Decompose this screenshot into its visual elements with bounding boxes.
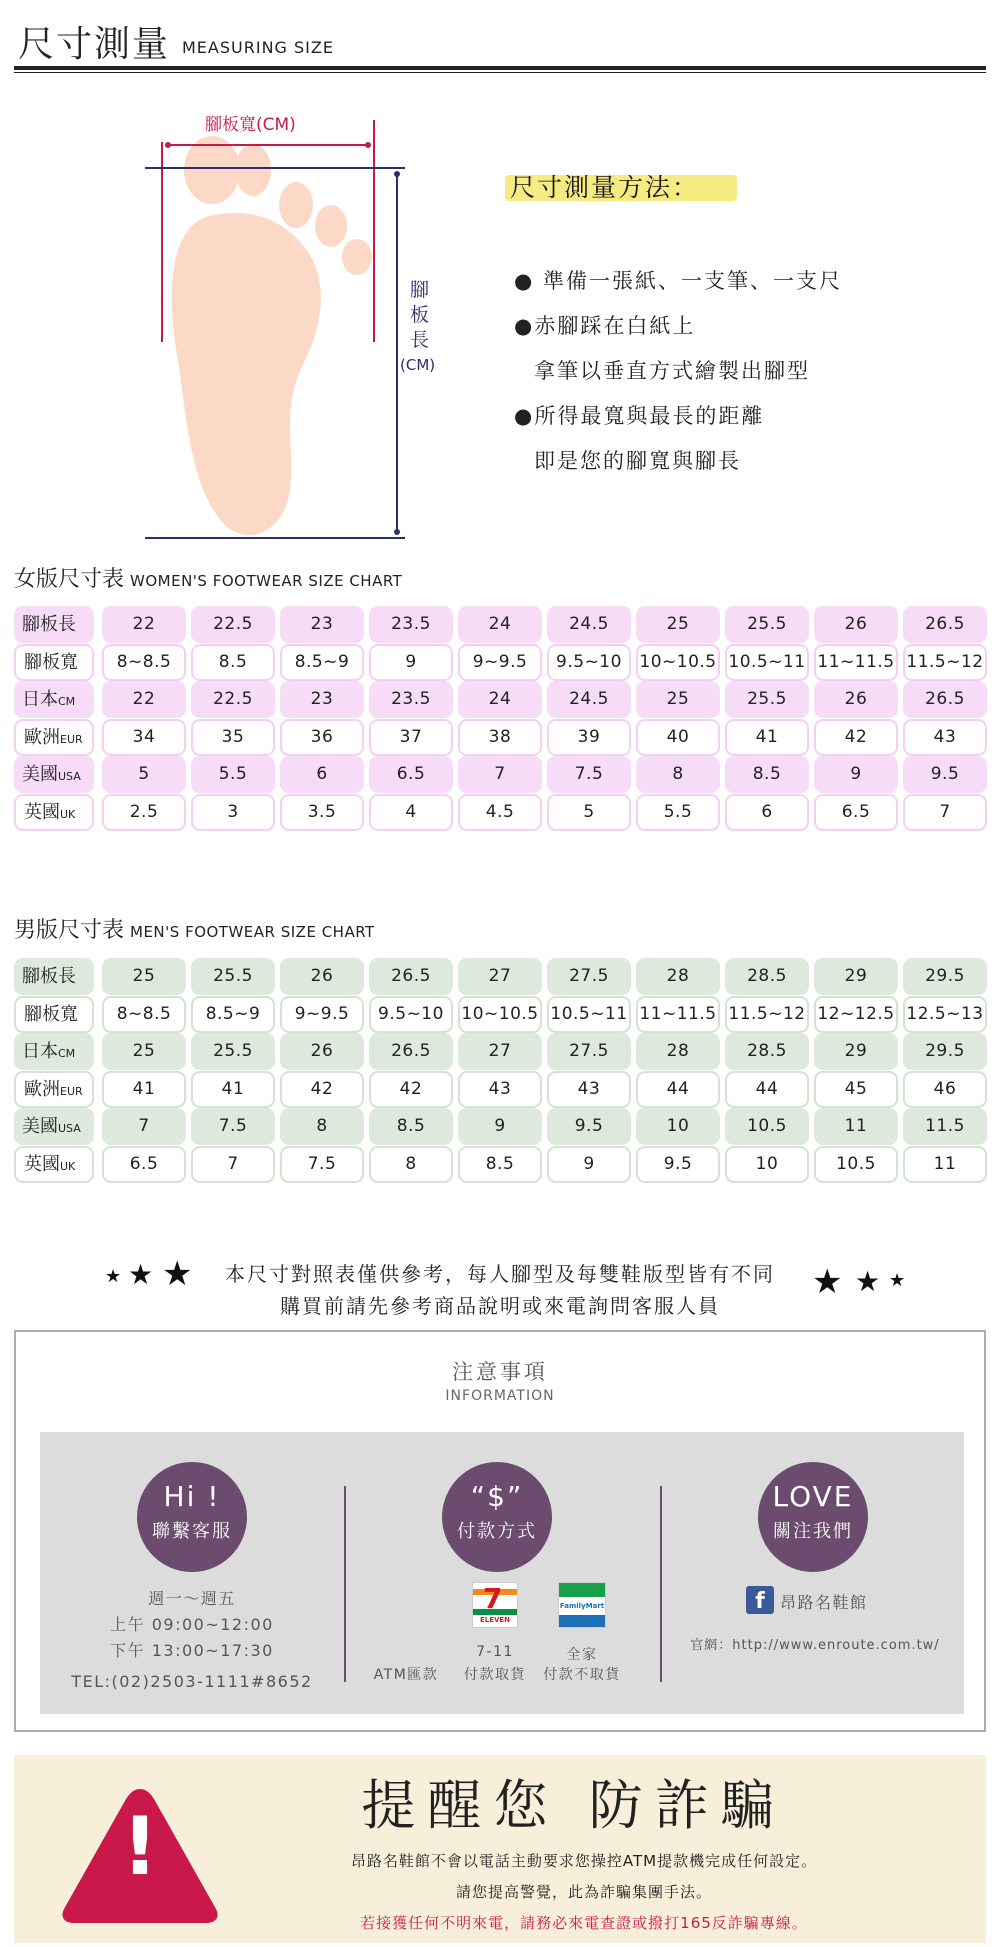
size-cell: 43 — [458, 1071, 542, 1108]
size-cell: 8 — [636, 756, 720, 793]
info-subtitle: INFORMATION — [445, 1388, 555, 1404]
method-step-1: ● 準備一張紙、一支筆、一支尺 — [514, 269, 842, 293]
service-days: 週一～週五 — [148, 1589, 236, 1608]
size-cell: 38 — [458, 719, 542, 756]
size-cell: 7 — [903, 794, 987, 831]
star-icon: ★ — [855, 1265, 881, 1298]
info-panel — [14, 1330, 986, 1732]
size-cell: 23 — [280, 606, 364, 643]
size-cell: 26 — [814, 681, 898, 718]
method-step-2b: 拿筆以垂直方式繪製出腳型 — [534, 359, 810, 383]
row-label: 歐洲EUR — [14, 1071, 94, 1108]
size-cell: 41 — [725, 719, 809, 756]
size-cell: 7.5 — [547, 756, 631, 793]
seven-eleven-name: 7-11 — [476, 1644, 514, 1660]
size-cell: 9~9.5 — [280, 996, 364, 1033]
size-cell: 41 — [191, 1071, 275, 1108]
size-cell: 5 — [102, 756, 186, 793]
size-cell: 22 — [102, 681, 186, 718]
size-cell: 8 — [369, 1146, 453, 1183]
header-rule-thick — [14, 66, 986, 70]
size-cell: 24.5 — [547, 681, 631, 718]
row-label: 腳板長 — [14, 606, 94, 643]
familymart-logo: FamilyMart — [558, 1582, 606, 1628]
width-label: 腳板寬(CM) — [205, 115, 296, 135]
size-cell: 8 — [280, 1108, 364, 1145]
size-cell: 42 — [814, 719, 898, 756]
size-cell: 10.5~11 — [547, 996, 631, 1033]
size-cell: 11~11.5 — [636, 996, 720, 1033]
row-label: 美國USA — [14, 1108, 94, 1145]
method-step-3: ●所得最寬與最長的距離 — [514, 404, 765, 428]
size-cell: 42 — [369, 1071, 453, 1108]
length-label: 腳 板 長 — [410, 279, 430, 351]
row-label: 腳板長 — [14, 958, 94, 995]
facebook-icon[interactable]: f — [746, 1586, 774, 1614]
size-cell: 11.5~12 — [903, 644, 987, 681]
size-cell: 35 — [191, 719, 275, 756]
size-cell: 44 — [725, 1071, 809, 1108]
size-cell: 10.5 — [814, 1146, 898, 1183]
size-cell: 11.5 — [903, 1108, 987, 1145]
facebook-page-name[interactable]: 昂路名鞋館 — [780, 1593, 868, 1612]
size-cell: 39 — [547, 719, 631, 756]
size-cell: 29.5 — [903, 1033, 987, 1070]
service-badge: Hi ! 聯繫客服 — [137, 1462, 247, 1572]
row-label: 英國UK — [14, 794, 94, 831]
size-cell: 4 — [369, 794, 453, 831]
size-cell: 6.5 — [814, 794, 898, 831]
size-cell: 8~8.5 — [102, 996, 186, 1033]
size-cell: 43 — [547, 1071, 631, 1108]
row-label: 美國USA — [14, 756, 94, 793]
row-label: 歐洲EUR — [14, 719, 94, 756]
size-cell: 25.5 — [191, 1033, 275, 1070]
size-cell: 29 — [814, 1033, 898, 1070]
notice-line-2: 購買前請先參考商品說明或來電詢問客服人員 — [280, 1294, 720, 1318]
size-cell: 8.5~9 — [191, 996, 275, 1033]
size-cell: 9.5 — [903, 756, 987, 793]
size-cell: 24 — [458, 681, 542, 718]
size-cell: 34 — [102, 719, 186, 756]
size-cell: 24.5 — [547, 606, 631, 643]
size-cell: 8.5 — [191, 644, 275, 681]
size-cell: 42 — [280, 1071, 364, 1108]
size-cell: 3.5 — [280, 794, 364, 831]
size-cell: 29.5 — [903, 958, 987, 995]
size-cell: 22 — [102, 606, 186, 643]
size-cell: 26.5 — [369, 1033, 453, 1070]
size-cell: 22.5 — [191, 606, 275, 643]
size-cell: 25.5 — [725, 681, 809, 718]
size-cell: 22.5 — [191, 681, 275, 718]
size-cell: 23.5 — [369, 681, 453, 718]
size-cell: 45 — [814, 1071, 898, 1108]
size-cell: 28 — [636, 958, 720, 995]
size-cell: 28 — [636, 1033, 720, 1070]
size-cell: 25 — [102, 958, 186, 995]
familymart-desc: 付款不取貨 — [543, 1667, 621, 1683]
size-cell: 10 — [725, 1146, 809, 1183]
size-cell: 27.5 — [547, 958, 631, 995]
size-cell: 23 — [280, 681, 364, 718]
fraud-title: 提醒您 防詐騙 — [361, 1774, 787, 1837]
size-cell: 10~10.5 — [636, 644, 720, 681]
size-cell: 8~8.5 — [102, 644, 186, 681]
size-cell: 10~10.5 — [458, 996, 542, 1033]
service-phone[interactable]: TEL:(02)2503-1111#8652 — [71, 1672, 313, 1691]
method-step-2: ●赤腳踩在白紙上 — [514, 314, 696, 338]
size-cell: 8.5 — [369, 1108, 453, 1145]
size-cell: 7.5 — [280, 1146, 364, 1183]
size-cell: 9.5~10 — [547, 644, 631, 681]
size-cell: 27.5 — [547, 1033, 631, 1070]
size-cell: 6.5 — [102, 1146, 186, 1183]
size-cell: 26.5 — [903, 606, 987, 643]
fraud-line-1: 昂路名鞋館不會以電話主動要求您操控ATM提款機完成任何設定。 — [350, 1852, 818, 1870]
size-cell: 41 — [102, 1071, 186, 1108]
size-cell: 12~12.5 — [814, 996, 898, 1033]
notice-line-1: 本尺寸對照表僅供參考，每人腳型及每雙鞋版型皆有不同 — [225, 1262, 775, 1286]
size-cell: 28.5 — [725, 1033, 809, 1070]
size-cell: 9.5~10 — [369, 996, 453, 1033]
size-cell: 36 — [280, 719, 364, 756]
size-cell: 25.5 — [191, 958, 275, 995]
page-title: 尺寸測量 — [18, 24, 171, 65]
size-cell: 11~11.5 — [814, 644, 898, 681]
size-cell: 9 — [547, 1146, 631, 1183]
divider — [660, 1486, 662, 1682]
length-unit: (CM) — [400, 356, 436, 374]
size-cell: 4.5 — [458, 794, 542, 831]
women-chart-title: 女版尺寸表 WOMEN'S FOOTWEAR SIZE CHART — [14, 567, 403, 592]
size-cell: 25.5 — [725, 606, 809, 643]
size-cell: 7 — [191, 1146, 275, 1183]
size-cell: 26.5 — [903, 681, 987, 718]
size-cell: 2.5 — [102, 794, 186, 831]
foot-illustration — [172, 136, 372, 535]
service-hours-pm: 下午 13:00~17:30 — [110, 1641, 274, 1660]
size-cell: 8.5~9 — [280, 644, 364, 681]
size-cell: 10.5 — [725, 1108, 809, 1145]
size-cell: 9 — [369, 644, 453, 681]
size-cell: 3 — [191, 794, 275, 831]
size-cell: 24 — [458, 606, 542, 643]
size-cell: 5.5 — [191, 756, 275, 793]
website-link[interactable]: 官網：http://www.enroute.com.tw/ — [690, 1638, 940, 1653]
size-cell: 9.5 — [636, 1146, 720, 1183]
star-icon: ★ — [105, 1266, 122, 1287]
payment-atm: ATM匯款 — [373, 1667, 439, 1683]
size-cell: 9.5 — [547, 1108, 631, 1145]
page-header — [14, 10, 986, 72]
size-cell: 26 — [280, 1033, 364, 1070]
star-icon: ★ — [128, 1258, 154, 1291]
size-cell: 26.5 — [369, 958, 453, 995]
size-cell: 7 — [102, 1108, 186, 1145]
size-cell: 12.5~13 — [903, 996, 987, 1033]
size-cell: 29 — [814, 958, 898, 995]
size-cell: 23.5 — [369, 606, 453, 643]
star-icon: ★ — [162, 1254, 193, 1294]
fraud-line-3: 若接獲任何不明來電，請務必來電查證或撥打165反詐騙專線。 — [360, 1914, 808, 1932]
size-cell: 9 — [458, 1108, 542, 1145]
size-cell: 10.5~11 — [725, 644, 809, 681]
row-label: 腳板寬 — [14, 644, 94, 681]
page-subtitle: MEASURING SIZE — [182, 38, 334, 57]
size-cell: 27 — [458, 1033, 542, 1070]
size-cell: 6 — [725, 794, 809, 831]
row-label: 日本CM — [14, 1033, 94, 1070]
size-cell: 26 — [814, 606, 898, 643]
size-cell: 26 — [280, 958, 364, 995]
size-cell: 37 — [369, 719, 453, 756]
size-cell: 40 — [636, 719, 720, 756]
header-rule-thin — [14, 72, 986, 73]
size-cell: 9~9.5 — [458, 644, 542, 681]
size-cell: 8.5 — [458, 1146, 542, 1183]
warning-exclamation: ! — [121, 1800, 159, 1893]
payment-badge: “$” 付款方式 — [442, 1462, 552, 1572]
size-cell: 25 — [102, 1033, 186, 1070]
men-chart-title: 男版尺寸表 MEN'S FOOTWEAR SIZE CHART — [14, 918, 375, 943]
star-icon: ★ — [889, 1270, 906, 1291]
size-cell: 25 — [636, 606, 720, 643]
size-cell: 11 — [814, 1108, 898, 1145]
service-hours-am: 上午 09:00~12:00 — [110, 1615, 274, 1634]
size-cell: 28.5 — [725, 958, 809, 995]
size-cell: 6 — [280, 756, 364, 793]
size-cell: 25 — [636, 681, 720, 718]
seven-eleven-desc: 付款取貨 — [464, 1667, 526, 1683]
size-cell: 5.5 — [636, 794, 720, 831]
star-icon: ★ — [812, 1262, 843, 1302]
size-cell: 44 — [636, 1071, 720, 1108]
info-title: 注意事項 — [452, 1360, 548, 1384]
size-cell: 7 — [458, 756, 542, 793]
size-cell: 46 — [903, 1071, 987, 1108]
size-cell: 10 — [636, 1108, 720, 1145]
info-content — [40, 1432, 964, 1714]
size-cell: 27 — [458, 958, 542, 995]
size-cell: 6.5 — [369, 756, 453, 793]
seven-eleven-logo: 7 ELEVEN — [472, 1582, 518, 1628]
row-label: 腳板寬 — [14, 996, 94, 1033]
familymart-name: 全家 — [566, 1647, 598, 1663]
row-label: 日本CM — [14, 681, 94, 718]
fraud-line-2: 請您提高警覺，此為詐騙集團手法。 — [455, 1883, 712, 1901]
size-cell: 8.5 — [725, 756, 809, 793]
size-cell: 11.5~12 — [725, 996, 809, 1033]
size-cell: 11 — [903, 1146, 987, 1183]
size-cell: 5 — [547, 794, 631, 831]
divider — [344, 1486, 346, 1682]
size-cell: 43 — [903, 719, 987, 756]
size-cell: 9 — [814, 756, 898, 793]
method-step-3b: 即是您的腳寬與腳長 — [534, 449, 741, 473]
method-title: 尺寸測量方法： — [510, 173, 700, 202]
size-cell: 7.5 — [191, 1108, 275, 1145]
fraud-warning-panel — [14, 1755, 986, 1943]
follow-badge: LOVE 關注我們 — [758, 1462, 868, 1572]
row-label: 英國UK — [14, 1146, 94, 1183]
